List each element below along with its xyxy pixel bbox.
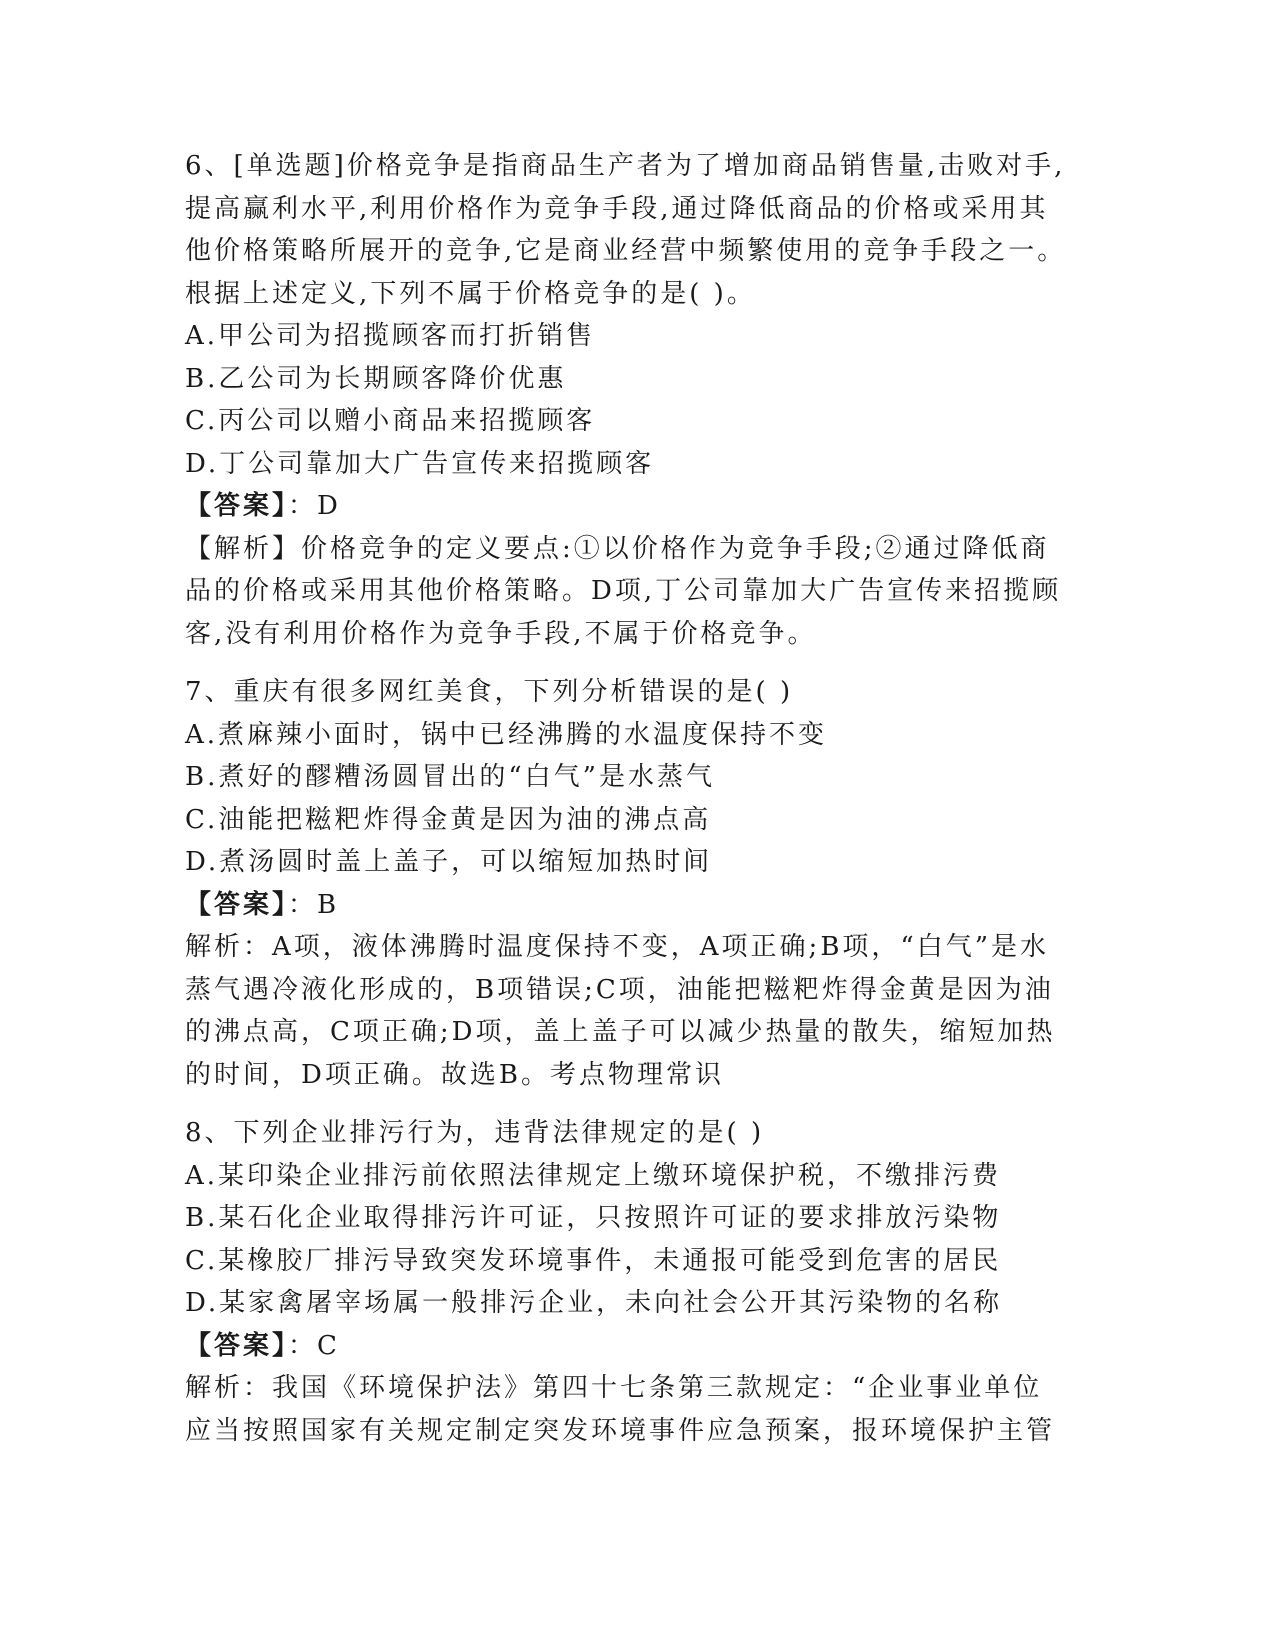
option-list [185,714,1085,884]
answer-label: 【答案】 [185,491,289,521]
question-stem [185,1112,1085,1155]
answer-line [185,884,1085,927]
option-c: C.油能把糍粑炸得金黄是因为油的沸点高 [185,804,712,835]
stem-line: 7、重庆有很多网红美食，下列分析错误的是( ) [185,677,794,707]
analysis [185,1367,1085,1452]
option-d: D.煮汤圆时盖上盖子，可以缩短加热时间 [185,847,713,877]
option-b: B.某石化企业取得排污许可证，只按照许可证的要求排放污染物 [185,1203,1002,1233]
option-c: C.某橡胶厂排污导致突发环境事件，未通报可能受到危害的居民 [185,1245,1002,1276]
answer-line [185,1325,1085,1368]
option-d: D.丁公司靠加大广告宣传来招揽顾客 [185,448,655,479]
question-spacer [185,1096,1085,1112]
analysis [185,528,1085,656]
question-stem [185,671,1085,714]
option-a: A.某印染企业排污前依照法律规定上缴环境保护税，不缴排污费 [185,1160,1002,1191]
question-8 [185,1112,1085,1452]
option-list [185,1155,1085,1325]
analysis [185,926,1085,1096]
stem-line: 根据上述定义,下列不属于价格竞争的是( )。 [185,278,756,309]
analysis-line: 的沸点高，C项正确;D项，盖上盖子可以减少热量的散失，缩短加热 [185,1017,1056,1047]
option-a: A.甲公司为招揽顾客而打折销售 [185,321,596,351]
analysis-line: 应当按照国家有关规定制定突发环境事件应急预案，报环境保护主管 [185,1415,1056,1446]
answer-label: 【答案】 [185,889,289,920]
analysis-line: 【解析】价格竞争的定义要点:①以价格作为竞争手段;②通过降低商 [185,533,1050,564]
option-b: B.煮好的醪糟汤圆冒出的“白气”是水蒸气 [185,762,715,792]
option-d: D.某家禽屠宰场属一般排污企业，未向社会公开其污染物的名称 [185,1288,1003,1318]
analysis-line: 品的价格或采用其他价格策略。D项,丁公司靠加大广告宣传来招揽顾 [185,576,1062,606]
question-6 [185,145,1085,655]
answer-line [185,485,1085,528]
option-b: B.乙公司为长期顾客降价优惠 [185,363,567,394]
stem-line: 提高赢利水平,利用价格作为竞争手段,通过降低商品的价格或采用其 [185,193,1049,224]
stem-line: 6、[单选题]价格竞争是指商品生产者为了增加商品销售量,击败对手, [185,151,1066,181]
question-stem [185,145,1085,315]
answer-value: ：B [288,889,340,920]
question-spacer [185,655,1085,671]
answer-value: ：C [288,1330,340,1361]
option-list [185,315,1085,485]
option-a: A.煮麻辣小面时，锅中已经沸腾的水温度保持不变 [185,719,828,750]
option-c: C.丙公司以赠小商品来招揽顾客 [185,406,596,436]
stem-line: 8、下列企业排污行为，违背法律规定的是( ) [185,1118,765,1148]
stem-line: 他价格策略所展开的竞争,它是商业经营中频繁使用的竞争手段之一。 [185,236,1067,266]
analysis-line: 解析：我国《环境保护法》第四十七条第三款规定：“企业事业单位 [185,1373,1043,1403]
analysis-line: 蒸气遇冷液化形成的，B项错误;C项，油能把糍粑炸得金黄是因为油 [185,974,1054,1005]
document-page [185,145,1085,1452]
answer-value: ：D [288,491,341,521]
question-7 [185,671,1085,1096]
analysis-line: 客,没有利用价格作为竞争手段,不属于价格竞争。 [185,618,817,649]
analysis-line: 的时间，D项正确。故选B。考点物理常识 [185,1059,724,1090]
analysis-line: 解析：A项，液体沸腾时温度保持不变，A项正确;B项，“白气”是水 [185,932,1050,962]
answer-label: 【答案】 [185,1330,289,1361]
